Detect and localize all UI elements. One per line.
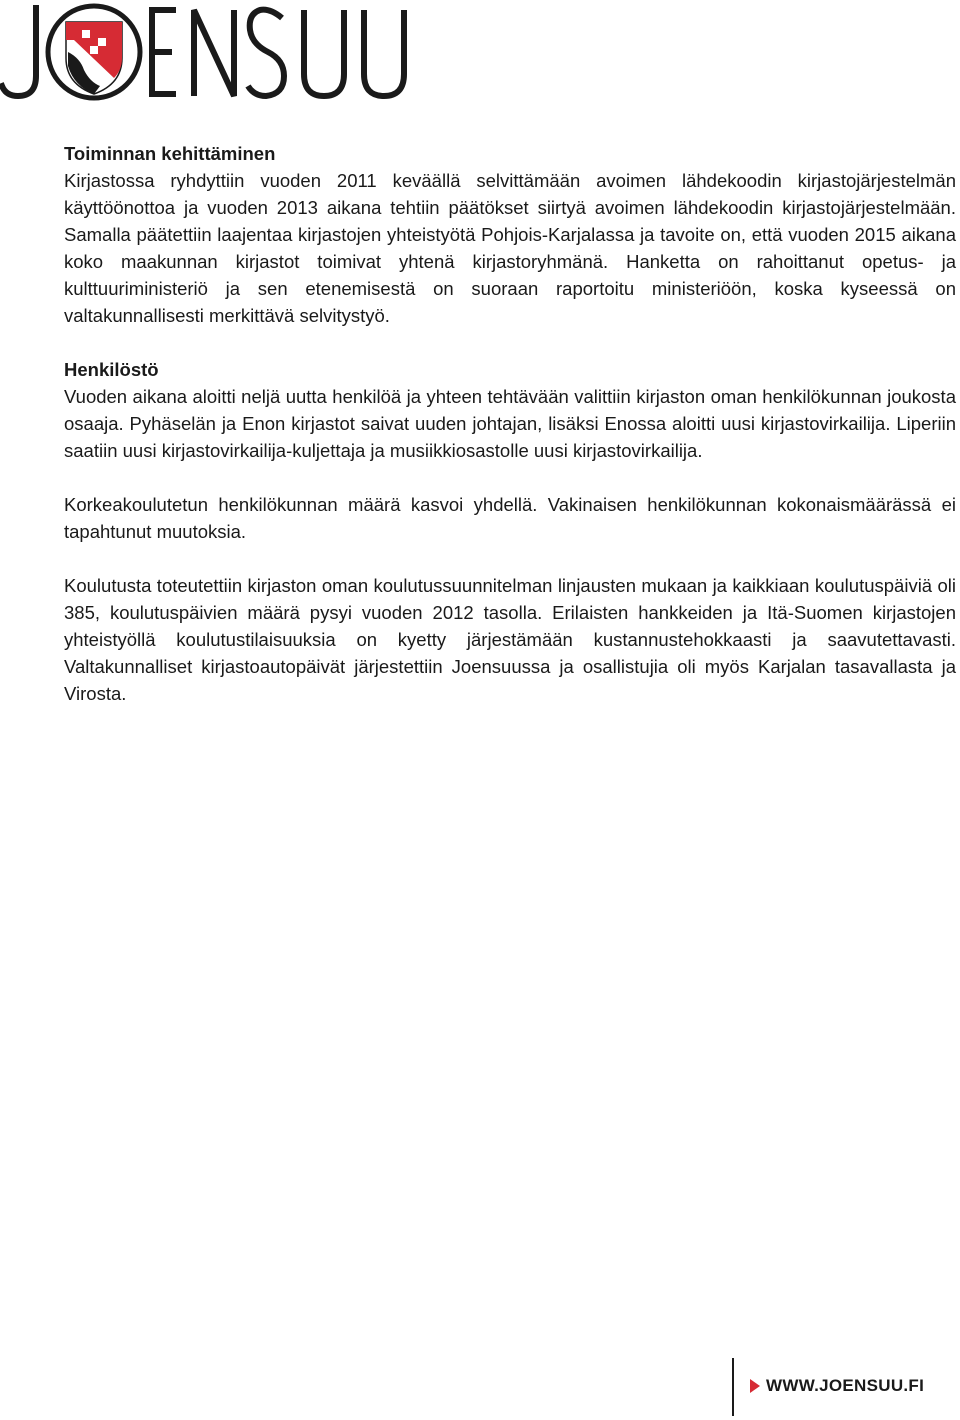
joensuu-logo <box>0 0 420 110</box>
paragraph-toiminnan-kehittaminen: Kirjastossa ryhdyttiin vuoden 2011 keväällä selvittämään avoimen lähdekoodin kirjastojärjestelmän käyttöönottoa ja vuoden 2013 aikana tehtiin päätökset siirtyä avoimen lähdekoodin kirjastojärjestelmään. Samalla päätettiin laajentaa kirjastojen yhteistyötä Pohjois-Karjalassa ja tavoite on, että vuoden 2015 aikana koko maakunnan kirjastot toimivat yhtenä kirjastoryhmänä. Hanketta on rahoittanut opetus- ja kulttuuriministeriö ja sen etenemisestä on suoraan raportoitu ministeriöön, koska kyseessä on valtakunnallisesti merkittävä selvitystyö. <box>64 170 956 326</box>
footer-website-link[interactable]: WWW.JOENSUU.FI <box>766 1376 925 1395</box>
joensuu-logo-graphic <box>0 0 420 110</box>
paragraph-henkilosto-2: Korkeakoulutetun henkilökunnan määrä kasvoi yhdellä. Vakinaisen henkilökunnan kokonaismäärässä ei tapahtunut muutoksia. <box>64 494 956 542</box>
coat-of-arms-icon <box>66 22 122 94</box>
section-heading-henkilosto: Henkilöstö <box>64 359 159 380</box>
footer <box>732 1358 932 1418</box>
section-heading-toiminnan-kehittaminen: Toiminnan kehittäminen <box>64 143 276 164</box>
arrow-right-icon <box>750 1379 760 1393</box>
paragraph-henkilosto-3: Koulutusta toteutettiin kirjaston oman koulutussuunnitelman linjausten mukaan ja kaikkiaan koulutuspäiviä oli 385, koulutuspäivien määrä pysyi vuoden 2012 tasolla. Erilaisten hankkeiden ja Itä-Suomen kirjastojen yhteistyöllä koulutustilaisuuksia on kyetty järjestämään kustannustehokkaasti ja saavutettavasti. Valtakunnalliset kirjastoautopäivät järjestettiin Joensuussa ja osallistujia oli myös Karjalan tasavallasta ja Virosta. <box>64 575 956 704</box>
paragraph-henkilosto-1: Vuoden aikana aloitti neljä uutta henkilöä ja yhteen tehtävään valittiin kirjaston oman henkilökunnan joukosta osaaja. Pyhäselän ja Enon kirjastot saivat uuden johtajan, lisäksi Enossa aloitti uusi kirjastovirkailija. Liperiin saatiin uusi kirjastovirkailija-kuljettaja ja musiikkiosastolle uusi kirjastovirkailija. <box>64 386 956 461</box>
document-body <box>64 140 956 707</box>
footer-divider <box>732 1358 734 1416</box>
